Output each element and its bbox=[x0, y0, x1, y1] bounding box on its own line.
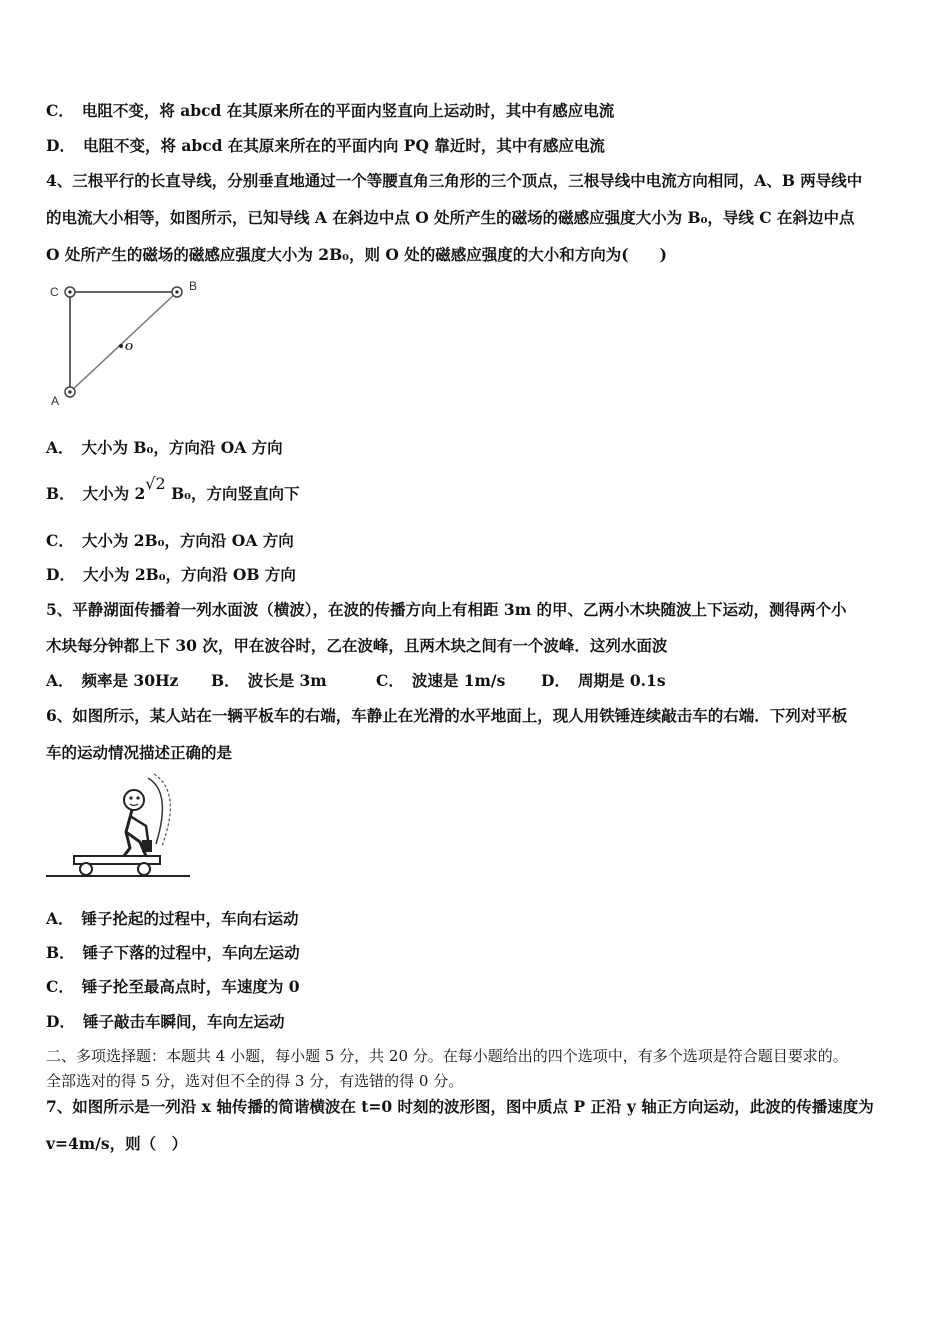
q5-option-c: C． 波速是 1m/s bbox=[376, 671, 506, 690]
option-label: B． bbox=[46, 943, 75, 962]
point-o-icon bbox=[119, 344, 123, 348]
section2-heading-line2: 全部选对的得 5 分，选对但不全的得 3 分，有选错的得 0 分。 bbox=[46, 1072, 464, 1090]
edge-ab bbox=[70, 292, 177, 392]
option-text: 锤子抡至最高点时，车速度为 0 bbox=[81, 977, 300, 996]
q4-option-c bbox=[46, 531, 294, 551]
option-label: C． bbox=[46, 977, 74, 996]
option-label: D． bbox=[46, 565, 75, 584]
label-a: A bbox=[51, 394, 60, 408]
q7-stem-line2: v=4m/s，则（ ） bbox=[46, 1134, 188, 1153]
option-label: C． bbox=[46, 531, 74, 550]
q4-option-b bbox=[46, 474, 300, 504]
option-text: 电阻不变，将 abcd 在其原来所在的平面内向 PQ 靠近时，其中有感应电流 bbox=[82, 136, 605, 155]
q5-option-a: A． 频率是 30Hz bbox=[46, 671, 179, 690]
q4-stem-line3: O 处所产生的磁场的磁感应强度大小为 2B₀，则 O 处的磁感应强度的大小和方向为( ) bbox=[46, 245, 667, 264]
q4-stem-line1: 4、三根平行的长直导线，分别垂直地通过一个等腰直角三角形的三个顶点，三根导线中电流方向相同，A、B 两导线中 bbox=[46, 171, 863, 190]
option-label: D． bbox=[46, 136, 75, 155]
q6-option-a bbox=[46, 909, 299, 929]
option-label: D． bbox=[46, 1012, 75, 1031]
q4-option-a bbox=[46, 438, 283, 458]
option-text: 大小为 B₀，方向沿 OA 方向 bbox=[81, 438, 283, 457]
q5-option-d: D． 周期是 0.1s bbox=[541, 671, 666, 690]
label-o: O bbox=[125, 341, 133, 353]
q3-option-c bbox=[46, 101, 614, 121]
q4-stem-line2: 的电流大小相等，如图所示，已知导线 A 在斜边中点 O 处所产生的磁场的磁感应强度大小为 B₀，导线 C 在斜边中点 bbox=[46, 208, 855, 227]
q6-option-b bbox=[46, 943, 300, 963]
q4-option-d bbox=[46, 565, 296, 585]
q6-stem-line2: 车的运动情况描述正确的是 bbox=[46, 743, 233, 762]
option-label: A． bbox=[46, 909, 74, 928]
q6-stem-line1: 6、如图所示，某人站在一辆平板车的右端，车静止在光滑的水平地面上，现人用铁锤连续敲击车的右端．下列对平板 bbox=[46, 706, 848, 725]
q6-option-c bbox=[46, 977, 300, 997]
label-c: C bbox=[50, 285, 59, 299]
option-label: C． bbox=[46, 101, 74, 120]
q5-stem-line1: 5、平静湖面传播着一列水面波（横波），在波的传播方向上有相距 3m 的甲、乙两小木块随波上下运动，测得两个小 bbox=[46, 600, 847, 619]
q6-option-d bbox=[46, 1012, 284, 1032]
hammer-head-icon bbox=[142, 840, 152, 852]
option-text-post: B₀，方向竖直向下 bbox=[165, 484, 300, 503]
triangle-wires-figure bbox=[44, 276, 214, 411]
person-head-icon bbox=[124, 790, 144, 810]
label-b: B bbox=[189, 279, 198, 293]
q5-stem-line2: 木块每分钟都上下 30 次，甲在波谷时，乙在波峰，且两木块之间有一个波峰．这列水面波 bbox=[46, 636, 668, 655]
option-text: 锤子敲击车瞬间，车向左运动 bbox=[82, 1012, 285, 1031]
option-text: 锤子下落的过程中，车向左运动 bbox=[82, 943, 300, 962]
q5-options-row bbox=[46, 671, 666, 691]
q3-option-d bbox=[46, 136, 605, 156]
option-text: 电阻不变，将 abcd 在其原来所在的平面内竖直向上运动时，其中有感应电流 bbox=[81, 101, 615, 120]
option-text: 大小为 2B₀，方向沿 OB 方向 bbox=[82, 565, 296, 584]
q7-stem-line1: 7、如图所示是一列沿 x 轴传播的简谐横波在 t=0 时刻的波形图，图中质点 P 正沿 y 轴正方向运动，此波的传播速度为 bbox=[46, 1097, 874, 1116]
option-text: 大小为 2B₀，方向沿 OA 方向 bbox=[81, 531, 294, 550]
q5-option-b: B． 波长是 3m bbox=[211, 671, 327, 690]
person-on-cart-figure bbox=[44, 770, 194, 882]
cart-wheel-left-icon bbox=[80, 863, 92, 875]
option-text: 锤子抡起的过程中，车向右运动 bbox=[81, 909, 299, 928]
option-text-pre: 大小为 2 bbox=[82, 484, 146, 503]
sqrt-two: √2 bbox=[145, 474, 166, 493]
cart-wheel-right-icon bbox=[138, 863, 150, 875]
option-label: A． bbox=[46, 438, 74, 457]
swing-arc-icon bbox=[148, 778, 162, 844]
section2-heading-line1: 二、多项选择题：本题共 4 小题，每小题 5 分，共 20 分。在每小题给出的四个选项中，有多个选项是符合题目要求的。 bbox=[46, 1047, 848, 1065]
option-label: B． bbox=[46, 484, 75, 503]
